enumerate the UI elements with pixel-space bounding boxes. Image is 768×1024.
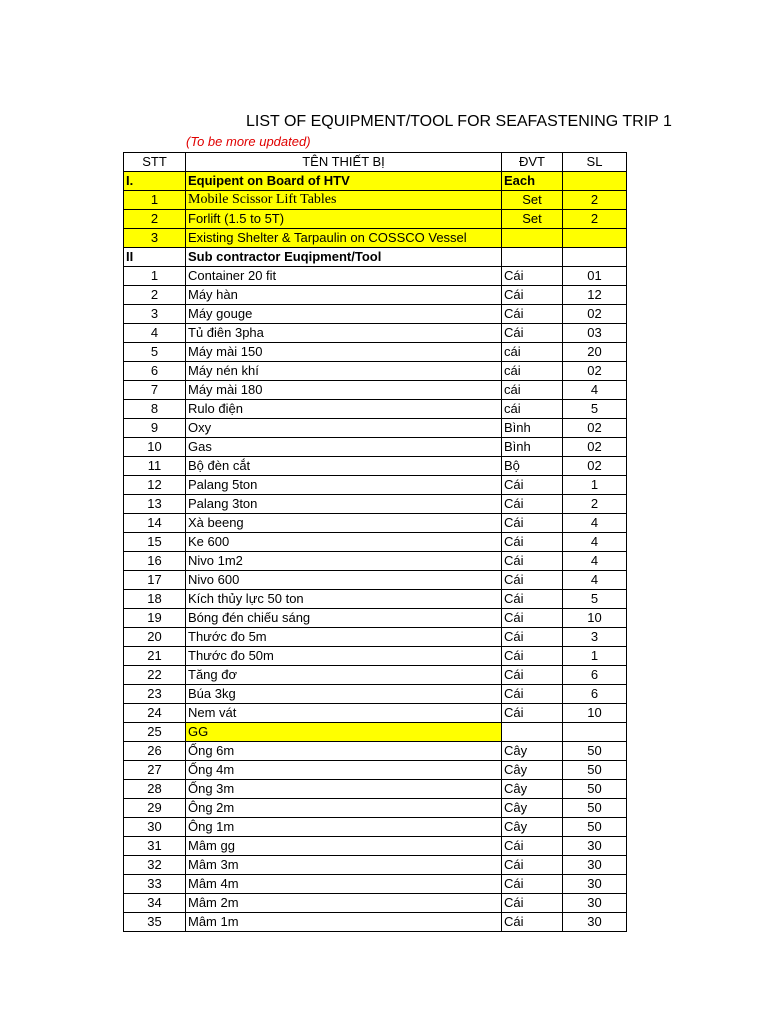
table-row [124,666,627,685]
row-qty: 3 [563,628,627,647]
row-unit: Cái [502,514,563,533]
row-qty: 4 [563,514,627,533]
row-qty: 02 [563,457,627,476]
row-stt: 31 [124,837,186,856]
row-name: Mâm 2m [186,894,502,913]
row-stt: 3 [124,305,186,324]
row-name: Nivo 1m2 [186,552,502,571]
row-unit: Cái [502,894,563,913]
row-unit: Cái [502,647,563,666]
row-unit: Bình [502,438,563,457]
table-row [124,210,627,229]
row-name: Palang 5ton [186,476,502,495]
row-unit: Bộ [502,457,563,476]
row-name: Mâm 3m [186,856,502,875]
row-stt: 32 [124,856,186,875]
row-name: Ống 3m [186,780,502,799]
row-stt: 1 [124,267,186,286]
row-unit: cái [502,362,563,381]
row-stt: 16 [124,552,186,571]
row-stt: 18 [124,590,186,609]
row-qty: 6 [563,685,627,704]
table-row [124,495,627,514]
row-stt: 7 [124,381,186,400]
row-qty: 30 [563,856,627,875]
row-name: Mâm 4m [186,875,502,894]
row-unit: Cây [502,818,563,837]
row-qty: 02 [563,438,627,457]
section-unit: Each [502,172,563,191]
row-unit: Cái [502,704,563,723]
table-row [124,723,627,742]
row-stt: 35 [124,913,186,932]
row-qty: 01 [563,267,627,286]
row-unit: Cái [502,590,563,609]
row-unit: Cái [502,571,563,590]
row-qty: 10 [563,704,627,723]
row-name: Mâm 1m [186,913,502,932]
row-name: Palang 3ton [186,495,502,514]
row-qty: 50 [563,780,627,799]
row-unit [502,723,563,742]
row-name: Tủ điên 3pha [186,324,502,343]
table-row [124,343,627,362]
section-qty [563,172,627,191]
row-qty: 02 [563,362,627,381]
row-stt: 22 [124,666,186,685]
row-name: Máy nén khí [186,362,502,381]
table-row [124,400,627,419]
row-qty [563,723,627,742]
row-name: Nem vát [186,704,502,723]
row-name: Oxy [186,419,502,438]
row-unit: Cái [502,324,563,343]
row-stt: 8 [124,400,186,419]
row-qty: 02 [563,419,627,438]
row-name: Máy mài 180 [186,381,502,400]
row-qty: 50 [563,761,627,780]
row-stt: 25 [124,723,186,742]
row-name: Kích thủy lực 50 ton [186,590,502,609]
row-name: Mâm gg [186,837,502,856]
row-unit: Cái [502,856,563,875]
table-row [124,286,627,305]
section-stt: I. [124,172,186,191]
row-name: Máy mài 150 [186,343,502,362]
row-unit: Cây [502,742,563,761]
row-unit: Cái [502,552,563,571]
section-name: Equipent on Board of HTV [186,172,502,191]
row-unit: Bình [502,419,563,438]
row-qty: 2 [563,191,627,210]
row-unit: Set [502,210,563,229]
row-qty: 5 [563,400,627,419]
row-stt: 26 [124,742,186,761]
table-row [124,837,627,856]
row-name: Thước đo 50m [186,647,502,666]
row-qty: 30 [563,913,627,932]
row-name: Container 20 fit [186,267,502,286]
row-qty: 4 [563,381,627,400]
table-row [124,324,627,343]
document-title: LIST OF EQUIPMENT/TOOL FOR SEAFASTENING TRIP 1 [246,113,672,130]
row-qty: 02 [563,305,627,324]
row-stt: 23 [124,685,186,704]
row-qty: 1 [563,476,627,495]
header-name: TÊN THIẾT BỊ [186,153,502,172]
row-qty [563,229,627,248]
header-qty: SL [563,153,627,172]
row-stt: 6 [124,362,186,381]
document-subtitle: (To be more updated) [186,134,311,149]
row-qty: 10 [563,609,627,628]
table-row [124,742,627,761]
row-name: Rulo điện [186,400,502,419]
row-unit: Cái [502,628,563,647]
row-stt: 1 [124,191,186,210]
row-unit: Cái [502,476,563,495]
row-qty: 6 [563,666,627,685]
row-stt: 27 [124,761,186,780]
row-name: GG [186,723,502,742]
section-name: Sub contractor Euqipment/Tool [186,248,502,267]
row-name: Máy gouge [186,305,502,324]
table-row [124,818,627,837]
row-stt: 34 [124,894,186,913]
table-row [124,362,627,381]
row-qty: 20 [563,343,627,362]
row-qty: 4 [563,533,627,552]
table-row [124,419,627,438]
row-unit: Cái [502,286,563,305]
equipment-table [123,152,627,932]
row-stt: 17 [124,571,186,590]
row-name: Ống 6m [186,742,502,761]
table-row [124,457,627,476]
row-stt: 20 [124,628,186,647]
row-unit: Cái [502,875,563,894]
section-row [124,248,627,267]
row-name: Xà beeng [186,514,502,533]
table-row [124,305,627,324]
row-name: Mobile Scissor Lift Tables [186,191,502,210]
row-name: Búa 3kg [186,685,502,704]
row-unit: Cái [502,666,563,685]
row-stt: 11 [124,457,186,476]
row-qty: 2 [563,495,627,514]
row-unit: Cái [502,305,563,324]
table-row [124,381,627,400]
row-stt: 30 [124,818,186,837]
table-row [124,191,627,210]
row-unit [502,229,563,248]
row-qty: 30 [563,837,627,856]
row-unit: Cái [502,609,563,628]
row-name: Tăng đơ [186,666,502,685]
section-qty [563,248,627,267]
row-name: Bóng đén chiếu sáng [186,609,502,628]
table-row [124,514,627,533]
row-name: Thước đo 5m [186,628,502,647]
row-unit: cái [502,381,563,400]
row-unit: Cái [502,913,563,932]
row-unit: Cái [502,267,563,286]
table-row [124,780,627,799]
row-name: Ke 600 [186,533,502,552]
row-qty: 50 [563,799,627,818]
row-qty: 2 [563,210,627,229]
row-name: Nivo 600 [186,571,502,590]
row-stt: 13 [124,495,186,514]
row-name: Forlift (1.5 to 5T) [186,210,502,229]
header-stt: STT [124,153,186,172]
table-row [124,552,627,571]
table-row [124,571,627,590]
table-row [124,761,627,780]
row-stt: 24 [124,704,186,723]
row-qty: 4 [563,552,627,571]
row-name: Bộ đèn cắt [186,457,502,476]
row-name: Ống 4m [186,761,502,780]
row-unit: Cái [502,837,563,856]
row-stt: 21 [124,647,186,666]
row-stt: 10 [124,438,186,457]
table-row [124,609,627,628]
table-row [124,590,627,609]
row-unit: Cái [502,685,563,704]
row-unit: cái [502,343,563,362]
row-unit: Cái [502,533,563,552]
row-qty: 1 [563,647,627,666]
row-qty: 03 [563,324,627,343]
row-unit: Cây [502,799,563,818]
row-unit: Cây [502,780,563,799]
table-row [124,894,627,913]
table-row [124,685,627,704]
row-stt: 2 [124,210,186,229]
row-stt: 9 [124,419,186,438]
row-stt: 12 [124,476,186,495]
row-name: Existing Shelter & Tarpaulin on COSSCO Vessel [186,229,502,248]
table-row [124,628,627,647]
table-row [124,533,627,552]
row-qty: 50 [563,742,627,761]
table-row [124,647,627,666]
header-unit: ĐVT [502,153,563,172]
table-row [124,476,627,495]
row-stt: 4 [124,324,186,343]
section-unit [502,248,563,267]
row-stt: 2 [124,286,186,305]
row-stt: 5 [124,343,186,362]
row-qty: 4 [563,571,627,590]
row-stt: 19 [124,609,186,628]
table-row [124,875,627,894]
table-row [124,913,627,932]
row-stt: 29 [124,799,186,818]
table-row [124,438,627,457]
row-qty: 5 [563,590,627,609]
row-stt: 3 [124,229,186,248]
row-stt: 15 [124,533,186,552]
row-stt: 33 [124,875,186,894]
row-unit: Cái [502,495,563,514]
row-stt: 14 [124,514,186,533]
table-row [124,856,627,875]
row-name: Máy hàn [186,286,502,305]
row-stt: 28 [124,780,186,799]
row-qty: 50 [563,818,627,837]
row-unit: cái [502,400,563,419]
table-row [124,267,627,286]
section-row [124,172,627,191]
row-qty: 12 [563,286,627,305]
row-name: Gas [186,438,502,457]
row-unit: Cây [502,761,563,780]
table-row [124,799,627,818]
row-qty: 30 [563,894,627,913]
row-qty: 30 [563,875,627,894]
row-name: Ông 1m [186,818,502,837]
section-stt: II [124,248,186,267]
row-name: Ông 2m [186,799,502,818]
table-row [124,704,627,723]
table-header-row [124,153,627,172]
row-unit: Set [502,191,563,210]
table-row [124,229,627,248]
